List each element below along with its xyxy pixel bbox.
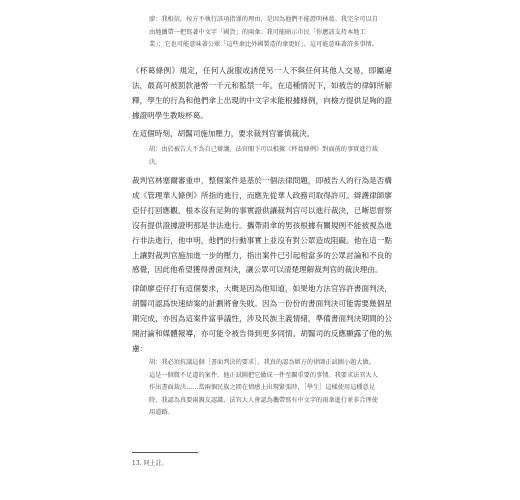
body-paragraph: 《杯葛條例》規定，任何人說服或誘使另一人不與任何其他人交易，即屬違法，最高可被罰款港幣一千元和監禁一年。在這種情況下，如被告的律師所解釋，學生的行為和他們傘上出現的中文字未能根據條例，向檢方提供足夠的證據證明學生教唆杯葛。 — [132, 66, 392, 120]
block-quote: 廖：我相信，按方不執行該項指罪的理由，是因為他們不能證明林葛。我完全可以自由地攜帶一把寫著中文字「國貨」的兩傘。我可能暗示市民「你應該支持本地工業」；它也可能意味著公眾「這些傘比外國製造的傘更好」。這可能意味著許多事情。 — [149, 16, 378, 49]
footnote-divider — [132, 452, 198, 453]
footnote: 13. 同上註。 — [132, 460, 168, 467]
body-paragraph: 在這個時刻，胡醫司施加壓力，要求裁判官審慎裁決。 — [132, 129, 315, 138]
body-paragraph: 律師廖亞仔打有這個要求，大概是因為他知道，如果地方法官容許書面判決，胡醫司認爲快速結案的計劃將會失敗。因為一份份的書面判決可能需要幾個星期完成，亦因為這案件富爭議性，涉及民族主義情緒，準備書面判決期間的公開討論和媒體報導，亦可能令被告得到更多同情。胡醫司的反應顯露了他的焦慮： — [132, 284, 392, 353]
body-paragraph: 裁判官林塞爾審重申，整個案件是基於一個法律問題，即被告人的行為是否構成《管理華人條例》所指的進行，而應先從華人政務司取得許可。辯護律師廖亞仔打回應觀，根本沒有足夠的事實證供讓裁判官可以進行裁決，已晰思督察沒有提供證據證明那是非法進行。攜帶雨傘的男孩根據有關規例不能被視為進行非法進行，他申明，他們的行動事實上並沒有對公眾造成阻礙。他在這一點上讓對裁判官施加進一步的壓力，指出案件已引起相當多的公眾討論和不良的感覺，因此他希望獲得書面判決，讓公眾可以清楚理解裁判官的裁決理由。 — [132, 176, 392, 275]
block-quote: 胡：由於被告人不為自己辯護，法官閣下可以根據《杯葛條例》對面前的事實進行裁決。 — [149, 146, 378, 166]
block-quote: 胡：我必須抗議這個［書面判決的要求］。我真的認為辯方的律師正試圖小題大做。這是一個微不足道的案件，他正試圖把它做成一件至關重要的事情。我要求法官大人作出書面裁決……當兩個民族之間在情感上出現緊張時，［學生］這樣使用這種意見時，我認為真要兩親友認識，法官大人會認為攜帶寫有中文字的雨傘進行並非合理使用道路。 — [149, 359, 378, 417]
